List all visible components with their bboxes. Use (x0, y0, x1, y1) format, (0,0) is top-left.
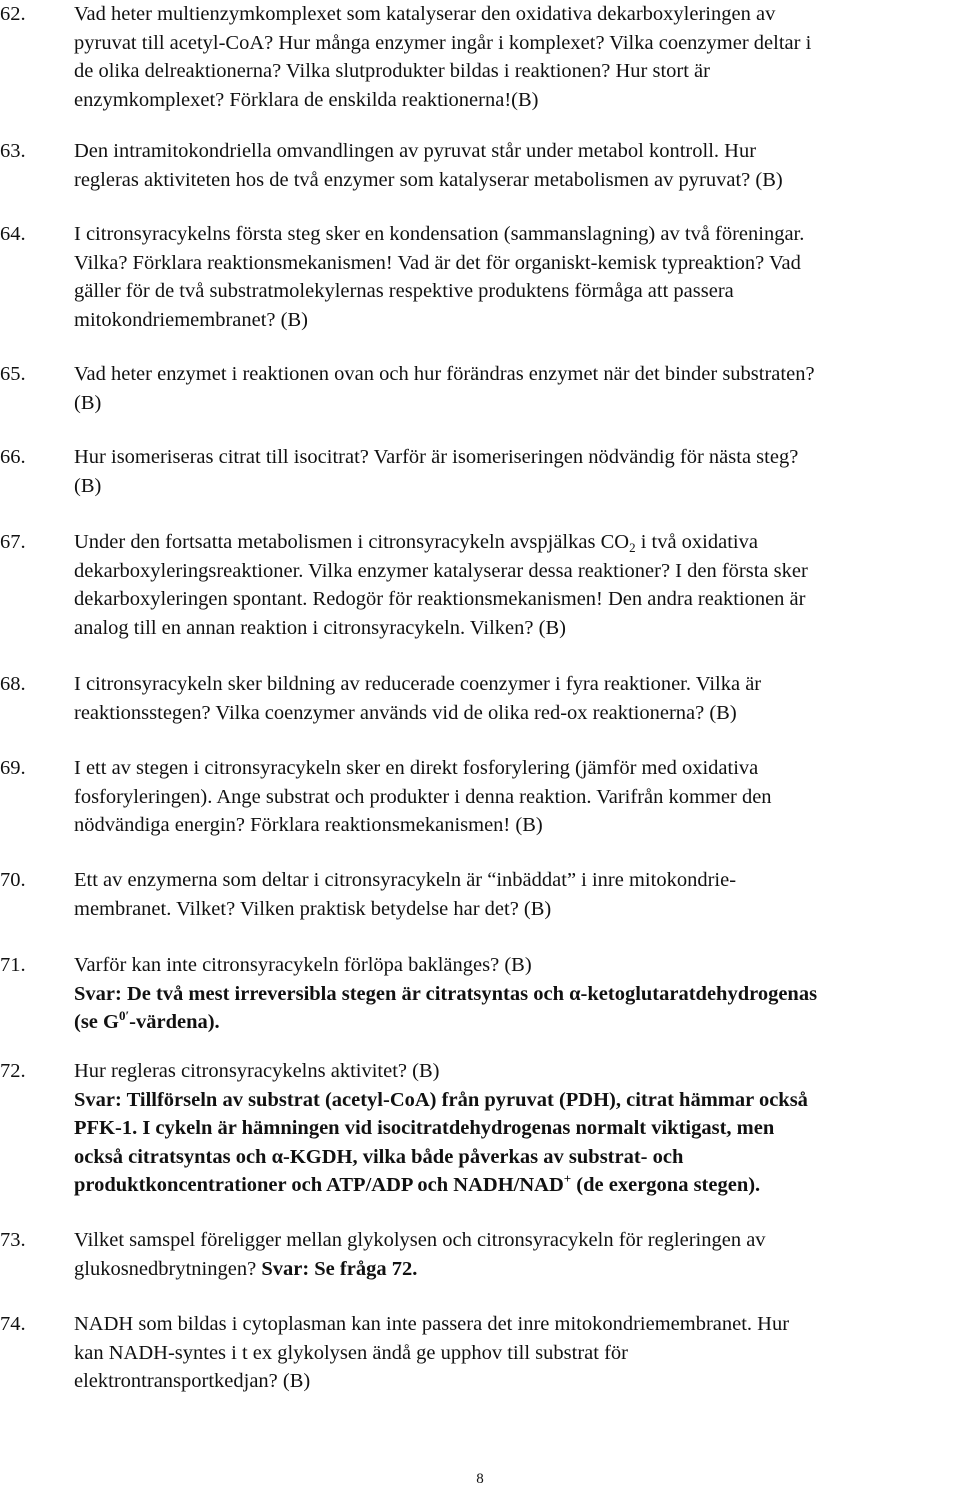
text-segment: (de exergona stegen). (571, 1174, 761, 1196)
question-number: 69. (0, 757, 26, 779)
text-line: analog till en annan reaktion i citronsyracykeln. Vilken? (B) (74, 616, 566, 639)
question-number: 72. (0, 1060, 26, 1082)
question-text (74, 951, 958, 1037)
superscript: 0′ (118, 1008, 130, 1023)
question-text (74, 866, 958, 923)
text-segment: produktkoncentrationer och ATP/ADP och NADH/NAD (74, 1174, 564, 1196)
question-number: 62. (0, 3, 26, 25)
text-line: enzymkomplexet? Förklara de enskilda reaktionerna!(B) (74, 88, 539, 111)
text-line: (B) (74, 474, 102, 497)
question-text (74, 443, 958, 500)
text-line: Vilket samspel föreligger mellan glykolysen och citronsyracykeln för regleringen av (74, 1229, 766, 1251)
text-line: Varför kan inte citronsyracykeln förlöpa baklänges? (B) (74, 954, 532, 976)
question-text (74, 360, 958, 417)
answer-line: PFK-1. I cykeln är hämningen vid isocitratdehydrogenas normalt viktigast, men (74, 1117, 775, 1139)
text-line (74, 1255, 958, 1284)
text-line: dekarboxyleringen spontant. Redogör för reaktionsmekanismen! Den andra reaktionen är (74, 588, 806, 610)
text-line: (B) (74, 391, 102, 414)
text-line: gäller för de två substratmolekylernas respektive produktens förmåga att passera (74, 280, 734, 302)
text-line: membranet. Vilket? Vilken praktisk betydelse har det? (B) (74, 897, 552, 920)
text-segment: -värdena). (129, 1011, 220, 1033)
question-text (74, 670, 958, 727)
answer-line (74, 1171, 958, 1200)
question-number: 63. (0, 140, 26, 162)
question-text (74, 1057, 958, 1200)
answer-line (74, 1008, 958, 1037)
question-text (74, 0, 958, 114)
answer-text: Svar: Se fråga 72. (261, 1257, 418, 1280)
text-line: nödvändiga energin? Förklara reaktionsmekanismen! (B) (74, 814, 543, 836)
text-line: fosforyleringen). Ange substrat och produkter i denna reaktion. Varifrån kommer den (74, 785, 772, 808)
question-number: 68. (0, 673, 26, 695)
superscript: + (563, 1171, 572, 1186)
subscript: 2 (629, 540, 636, 555)
page-number: 8 (476, 1471, 484, 1487)
text-line: Vad heter enzymet i reaktionen ovan och hur förändras enzymet när det binder substraten? (74, 363, 815, 385)
question-text (74, 137, 958, 194)
text-segment: (se G (74, 1011, 119, 1033)
text-line: I citronsyracykelns första steg sker en kondensation (sammanslagning) av två föreningar. (74, 223, 805, 245)
text-line: mitokondriemembranet? (B) (74, 308, 308, 331)
question-number: 73. (0, 1229, 26, 1251)
text-segment: glukosnedbrytningen? (74, 1257, 262, 1280)
text-line: I citronsyracykeln sker bildning av reducerade coenzymer i fyra reaktioner. Vilka är (74, 673, 762, 695)
text-line: Ett av enzymerna som deltar i citronsyracykeln är “inbäddat” i inre mitokondrie- (74, 869, 737, 891)
text-line: dekarboxyleringsreaktioner. Vilka enzymer katalyserar dessa reaktioner? I den första sker (74, 559, 808, 582)
text-line (74, 528, 958, 557)
question-text (74, 220, 958, 334)
text-line: reaktionsstegen? Vilka coenzymer används vid de olika red-ox reaktionerna? (B) (74, 701, 737, 724)
question-number: 65. (0, 363, 26, 385)
text-line: Hur isomeriseras citrat till isocitrat? Varför är isomeriseringen nödvändig för nästa steg? (74, 446, 799, 468)
text-line: Vilka? Förklara reaktionsmekanismen! Vad är det för organiskt-kemisk typreaktion? Vad (74, 251, 801, 274)
text-line: pyruvat till acetyl-CoA? Hur många enzymer ingår i komplexet? Vilka coenzymer deltar i (74, 31, 812, 54)
question-number: 74. (0, 1313, 26, 1335)
question-text (74, 1226, 958, 1283)
question-number: 64. (0, 223, 26, 245)
text-line: NADH som bildas i cytoplasman kan inte passera det inre mitokondriemembranet. Hur (74, 1313, 790, 1335)
text-line: Hur regleras citronsyracykelns aktivitet? (B) (74, 1060, 440, 1082)
question-number: 66. (0, 446, 26, 468)
question-text (74, 528, 958, 642)
answer-line: Svar: Tillförseln av substrat (acetyl-CoA) från pyruvat (PDH), citrat hämmar också (74, 1088, 808, 1111)
text-segment: i två oxidativa (635, 531, 758, 553)
text-line: de olika delreaktionerna? Vilka slutprodukter bildas i reaktionen? Hur stort är (74, 60, 710, 82)
question-number: 70. (0, 869, 26, 891)
question-text (74, 1310, 958, 1396)
text-line: Vad heter multienzymkomplexet som katalyserar den oxidativa dekarboxyleringen av (74, 3, 776, 25)
text-line: regleras aktiviteten hos de två enzymer som katalyserar metabolismen av pyruvat? (B) (74, 168, 783, 191)
answer-line: också citratsyntas och α-KGDH, vilka både påverkas av substrat- och (74, 1145, 684, 1168)
question-text (74, 754, 958, 840)
text-line: elektrontransportkedjan? (B) (74, 1370, 311, 1392)
text-line: Den intramitokondriella omvandlingen av pyruvat står under metabol kontroll. Hur (74, 140, 757, 162)
text-segment: Under den fortsatta metabolismen i citronsyracykeln avspjälkas CO (74, 531, 630, 553)
answer-line: Svar: De två mest irreversibla stegen är citratsyntas och α-ketoglutaratdehydrogenas (74, 982, 818, 1005)
question-number: 71. (0, 954, 26, 976)
text-line: kan NADH-syntes i t ex glykolysen ändå ge upphov till substrat för (74, 1341, 628, 1364)
question-number: 67. (0, 531, 26, 553)
text-line: I ett av stegen i citronsyracykeln sker en direkt fosforylering (jämför med oxidativa (74, 757, 759, 779)
